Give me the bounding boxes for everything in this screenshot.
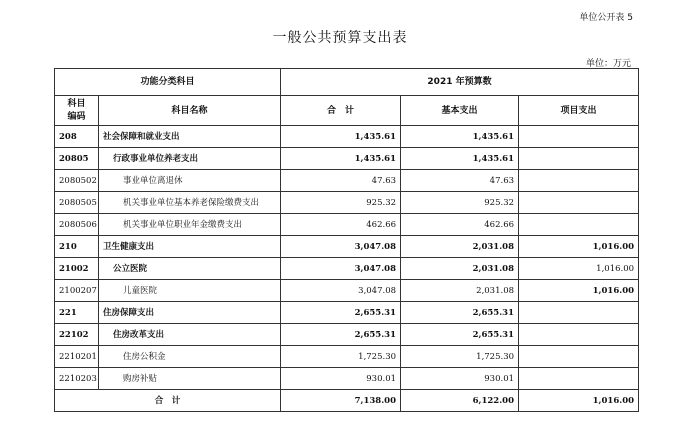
page-title: 一般公共预算支出表 xyxy=(272,30,408,46)
table-row xyxy=(55,214,639,236)
row-code: 208 xyxy=(55,126,99,148)
row-basic: 462.66 xyxy=(401,214,519,236)
row-basic: 1,435.61 xyxy=(401,148,519,170)
total-row xyxy=(55,390,639,412)
row-total: 3,047.08 xyxy=(281,280,401,302)
row-project xyxy=(519,346,639,368)
col-header-total: 合 计 xyxy=(281,96,401,126)
row-name: 住房公积金 xyxy=(99,346,281,368)
row-name: 公立医院 xyxy=(99,258,281,280)
row-basic: 2,655.31 xyxy=(401,324,519,346)
row-basic: 1,435.61 xyxy=(401,126,519,148)
table-column-header xyxy=(55,96,639,126)
row-code: 22102 xyxy=(55,324,99,346)
row-total: 1,435.61 xyxy=(281,148,401,170)
row-total: 3,047.08 xyxy=(281,258,401,280)
row-code: 221 xyxy=(55,302,99,324)
row-code: 21002 xyxy=(55,258,99,280)
row-name: 住房改革支出 xyxy=(99,324,281,346)
col-header-project: 项目支出 xyxy=(519,96,639,126)
row-code: 20805 xyxy=(55,148,99,170)
row-code: 2100207 xyxy=(55,280,99,302)
total-amount: 7,138.00 xyxy=(281,390,401,412)
row-total: 1,435.61 xyxy=(281,126,401,148)
row-name: 购房补贴 xyxy=(99,368,281,390)
row-total: 1,725.30 xyxy=(281,346,401,368)
group-header-budget: 2021 年预算数 xyxy=(281,69,639,96)
row-basic: 2,031.08 xyxy=(401,280,519,302)
table-row xyxy=(55,258,639,280)
budget-table xyxy=(54,68,639,412)
row-code: 2210201 xyxy=(55,346,99,368)
row-total: 2,655.31 xyxy=(281,324,401,346)
table-row xyxy=(55,302,639,324)
row-total: 2,655.31 xyxy=(281,302,401,324)
table-row xyxy=(55,148,639,170)
row-project: 1,016.00 xyxy=(519,258,639,280)
row-name: 社会保障和就业支出 xyxy=(99,126,281,148)
row-code: 2080506 xyxy=(55,214,99,236)
row-project xyxy=(519,148,639,170)
table-row xyxy=(55,368,639,390)
total-project: 1,016.00 xyxy=(519,390,639,412)
total-label: 合 计 xyxy=(55,390,281,412)
row-total: 462.66 xyxy=(281,214,401,236)
row-total: 925.32 xyxy=(281,192,401,214)
row-total: 3,047.08 xyxy=(281,236,401,258)
row-basic: 2,655.31 xyxy=(401,302,519,324)
row-name: 住房保障支出 xyxy=(99,302,281,324)
table-row xyxy=(55,346,639,368)
row-basic: 2,031.08 xyxy=(401,236,519,258)
row-name: 卫生健康支出 xyxy=(99,236,281,258)
row-total: 930.01 xyxy=(281,368,401,390)
col-header-basic: 基本支出 xyxy=(401,96,519,126)
col-header-name: 科目名称 xyxy=(99,96,281,126)
table-row xyxy=(55,324,639,346)
total-basic: 6,122.00 xyxy=(401,390,519,412)
table-group-header xyxy=(55,69,639,96)
row-basic: 47.63 xyxy=(401,170,519,192)
table-row xyxy=(55,126,639,148)
row-basic: 930.01 xyxy=(401,368,519,390)
row-project xyxy=(519,368,639,390)
row-name: 机关事业单位职业年金缴费支出 xyxy=(99,214,281,236)
row-code: 2080505 xyxy=(55,192,99,214)
row-project xyxy=(519,214,639,236)
form-number: 单位公开表 5 xyxy=(579,13,633,23)
row-code: 2080502 xyxy=(55,170,99,192)
row-project: 1,016.00 xyxy=(519,236,639,258)
row-project xyxy=(519,170,639,192)
row-code: 2210203 xyxy=(55,368,99,390)
table-row xyxy=(55,280,639,302)
table-row xyxy=(55,236,639,258)
row-name: 机关事业单位基本养老保险缴费支出 xyxy=(99,192,281,214)
row-total: 47.63 xyxy=(281,170,401,192)
unit-label: 单位：万元 xyxy=(585,59,631,69)
row-basic: 2,031.08 xyxy=(401,258,519,280)
row-basic: 925.32 xyxy=(401,192,519,214)
row-basic: 1,725.30 xyxy=(401,346,519,368)
row-project xyxy=(519,302,639,324)
row-project xyxy=(519,324,639,346)
row-project: 1,016.00 xyxy=(519,280,639,302)
group-header-function: 功能分类科目 xyxy=(55,69,281,96)
col-header-code: 科目 编码 xyxy=(55,96,99,126)
row-project xyxy=(519,192,639,214)
table-row xyxy=(55,192,639,214)
row-name: 行政事业单位养老支出 xyxy=(99,148,281,170)
row-name: 事业单位离退休 xyxy=(99,170,281,192)
table-row xyxy=(55,170,639,192)
row-code: 210 xyxy=(55,236,99,258)
row-name: 儿童医院 xyxy=(99,280,281,302)
row-project xyxy=(519,126,639,148)
